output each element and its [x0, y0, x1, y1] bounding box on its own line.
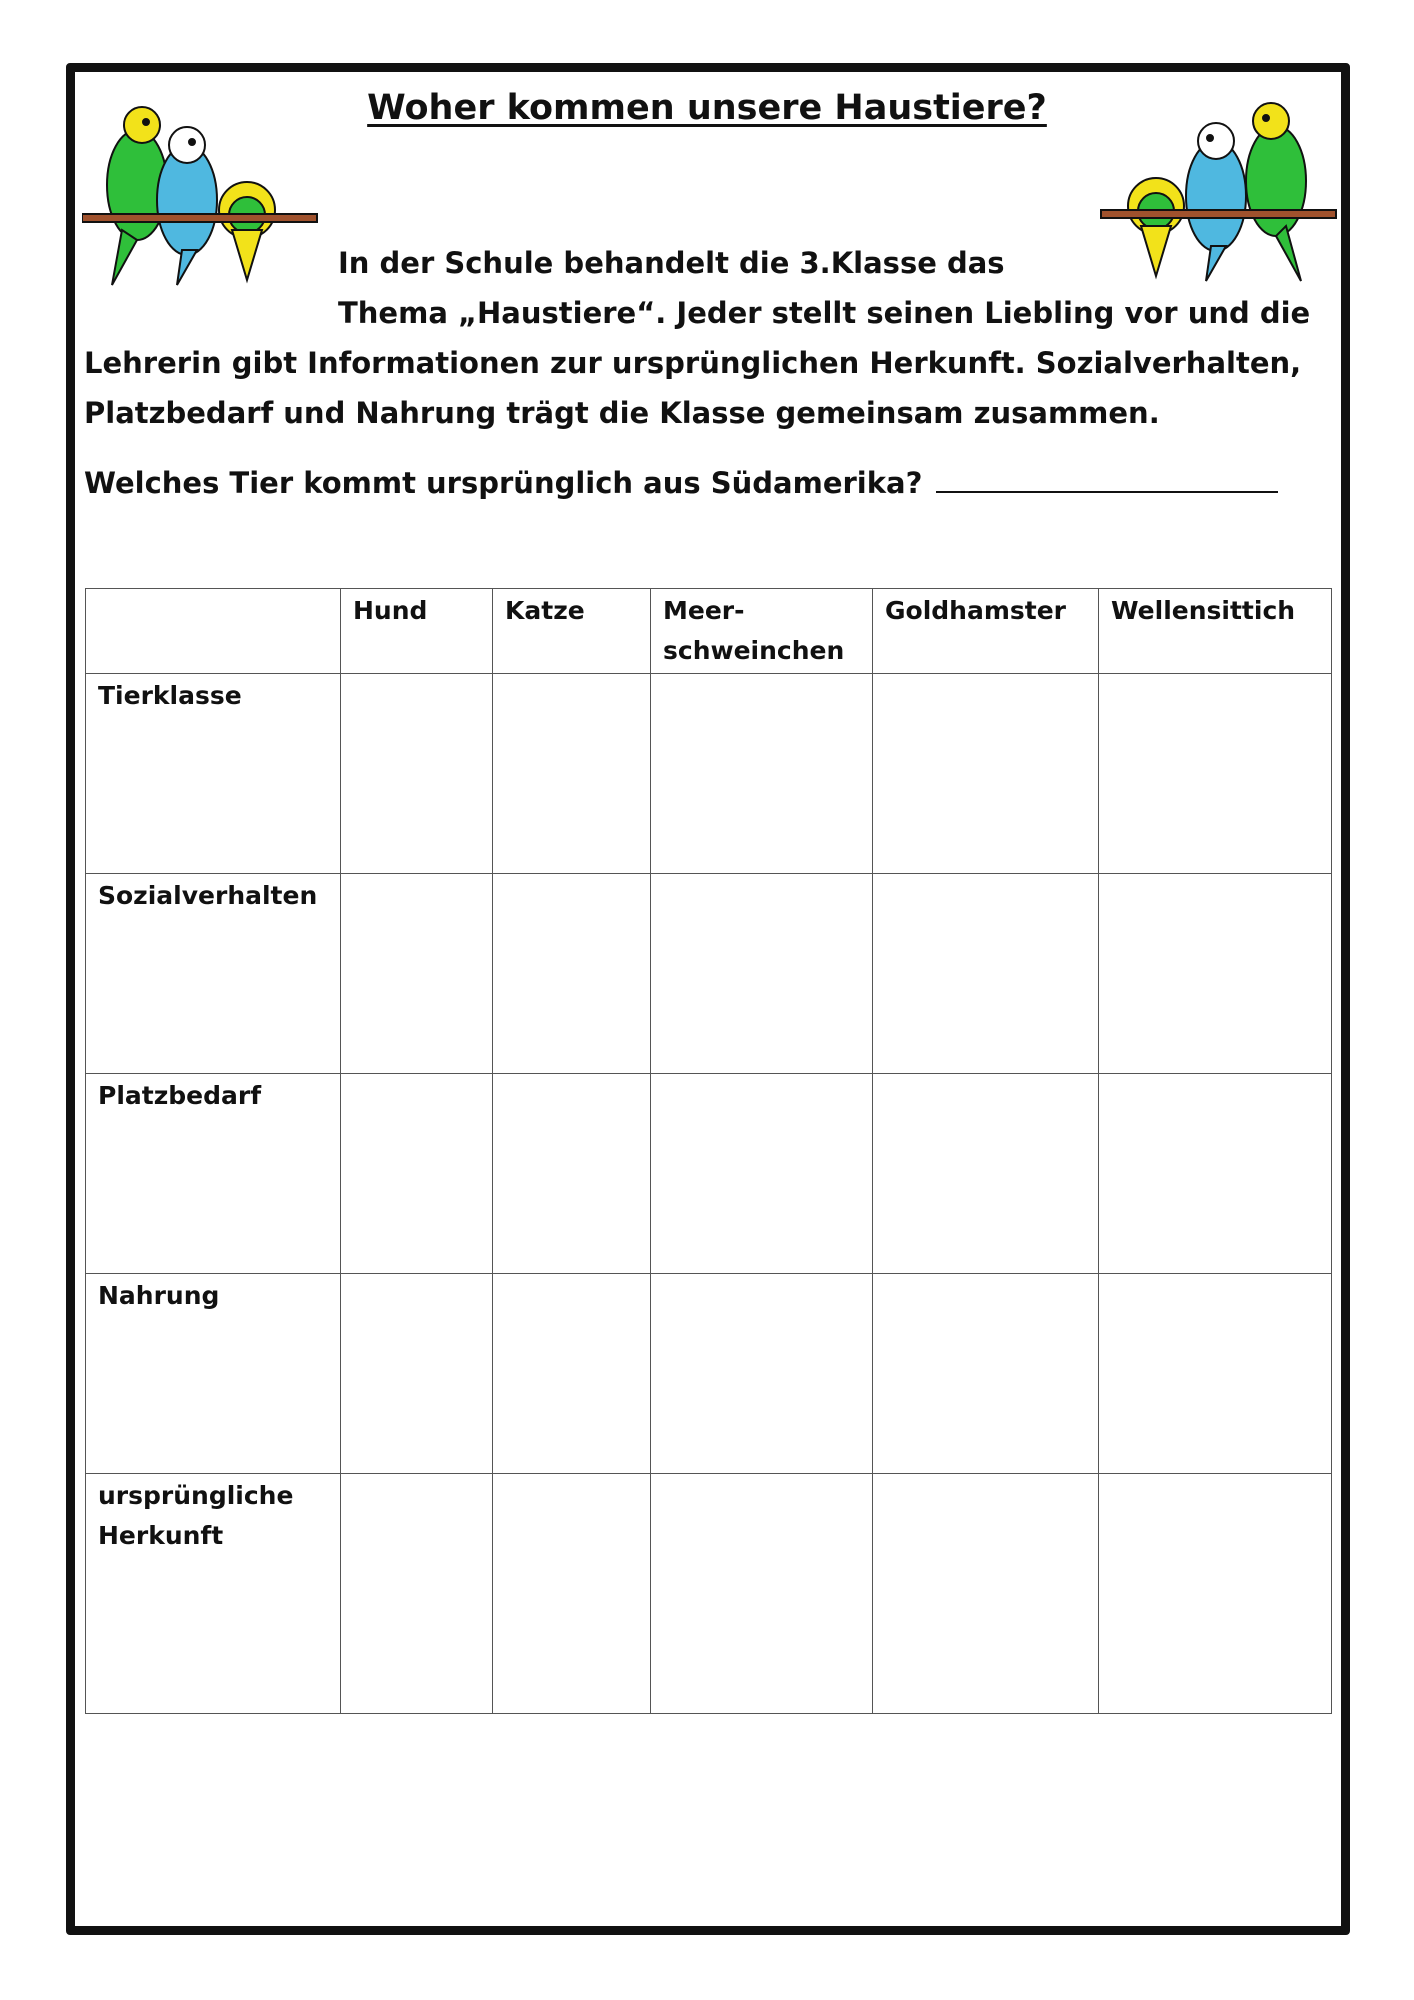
answer-cell[interactable] — [873, 874, 1099, 1074]
blue-budgie-icon — [157, 127, 217, 285]
answer-cell[interactable] — [1099, 1274, 1332, 1474]
answer-cell[interactable] — [341, 1074, 493, 1274]
row-header-tierklasse: Tierklasse — [86, 674, 341, 874]
answer-cell[interactable] — [493, 674, 651, 874]
answer-blank-line[interactable] — [936, 461, 1278, 493]
answer-cell[interactable] — [341, 1274, 493, 1474]
answer-cell[interactable] — [493, 1074, 651, 1274]
blue-budgie-icon — [1186, 123, 1246, 281]
table-row — [86, 1074, 1332, 1274]
green-budgie-icon — [1246, 103, 1306, 281]
column-header-hund: Hund — [341, 589, 493, 674]
answer-cell[interactable] — [341, 874, 493, 1074]
intro-text-line-1: In der Schule behandelt die 3.Klasse das — [338, 246, 1005, 280]
intro-text-line-2: Thema „Haustiere“. Jeder stellt seinen Liebling vor und die — [338, 296, 1311, 330]
answer-cell[interactable] — [1099, 674, 1332, 874]
yellow-budgie-icon — [219, 182, 275, 280]
answer-cell[interactable] — [651, 674, 873, 874]
answer-cell[interactable] — [651, 1474, 873, 1714]
table-header-row — [86, 589, 1332, 674]
worksheet-title: Woher kommen unsere Haustiere? — [367, 88, 1047, 128]
column-header-goldhamster: Goldhamster — [873, 589, 1099, 674]
answer-cell[interactable] — [651, 874, 873, 1074]
budgies-illustration-left — [82, 90, 322, 290]
answer-cell[interactable] — [873, 1474, 1099, 1714]
intro-text-line-4: Platzbedarf und Nahrung trägt die Klasse gemeinsam zusammen. — [84, 396, 1160, 430]
answer-cell[interactable] — [651, 1274, 873, 1474]
answer-cell[interactable] — [873, 674, 1099, 874]
animal-comparison-table — [85, 588, 1332, 1714]
budgies-illustration-right — [1096, 86, 1340, 286]
answer-cell[interactable] — [493, 1474, 651, 1714]
answer-cell[interactable] — [873, 1274, 1099, 1474]
intro-text-line-3: Lehrerin gibt Informationen zur ursprünglichen Herkunft. Sozialverhalten, — [84, 346, 1302, 380]
answer-cell[interactable] — [341, 1474, 493, 1714]
table-row — [86, 1274, 1332, 1474]
table-row — [86, 674, 1332, 874]
perch-icon — [1101, 210, 1336, 218]
question-text: Welches Tier kommt ursprünglich aus Südamerika? — [84, 466, 923, 500]
row-header-nahrung: Nahrung — [86, 1274, 341, 1474]
answer-cell[interactable] — [873, 1074, 1099, 1274]
answer-cell[interactable] — [1099, 1474, 1332, 1714]
perch-icon — [82, 214, 317, 222]
table-corner-cell — [86, 589, 341, 674]
row-header-platzbedarf: Platzbedarf — [86, 1074, 341, 1274]
table-row — [86, 874, 1332, 1074]
answer-cell[interactable] — [1099, 874, 1332, 1074]
yellow-budgie-icon — [1128, 178, 1184, 276]
answer-cell[interactable] — [651, 1074, 873, 1274]
question-block — [84, 458, 1278, 508]
row-header-herkunft: ursprüngliche Herkunft — [86, 1474, 341, 1714]
answer-cell[interactable] — [341, 674, 493, 874]
answer-cell[interactable] — [493, 874, 651, 1074]
table-row — [86, 1474, 1332, 1714]
row-header-sozialverhalten: Sozialverhalten — [86, 874, 341, 1074]
column-header-meerschweinchen: Meer- schweinchen — [651, 589, 873, 674]
answer-cell[interactable] — [493, 1274, 651, 1474]
answer-cell[interactable] — [1099, 1074, 1332, 1274]
column-header-wellensittich: Wellensittich — [1099, 589, 1332, 674]
column-header-katze: Katze — [493, 589, 651, 674]
